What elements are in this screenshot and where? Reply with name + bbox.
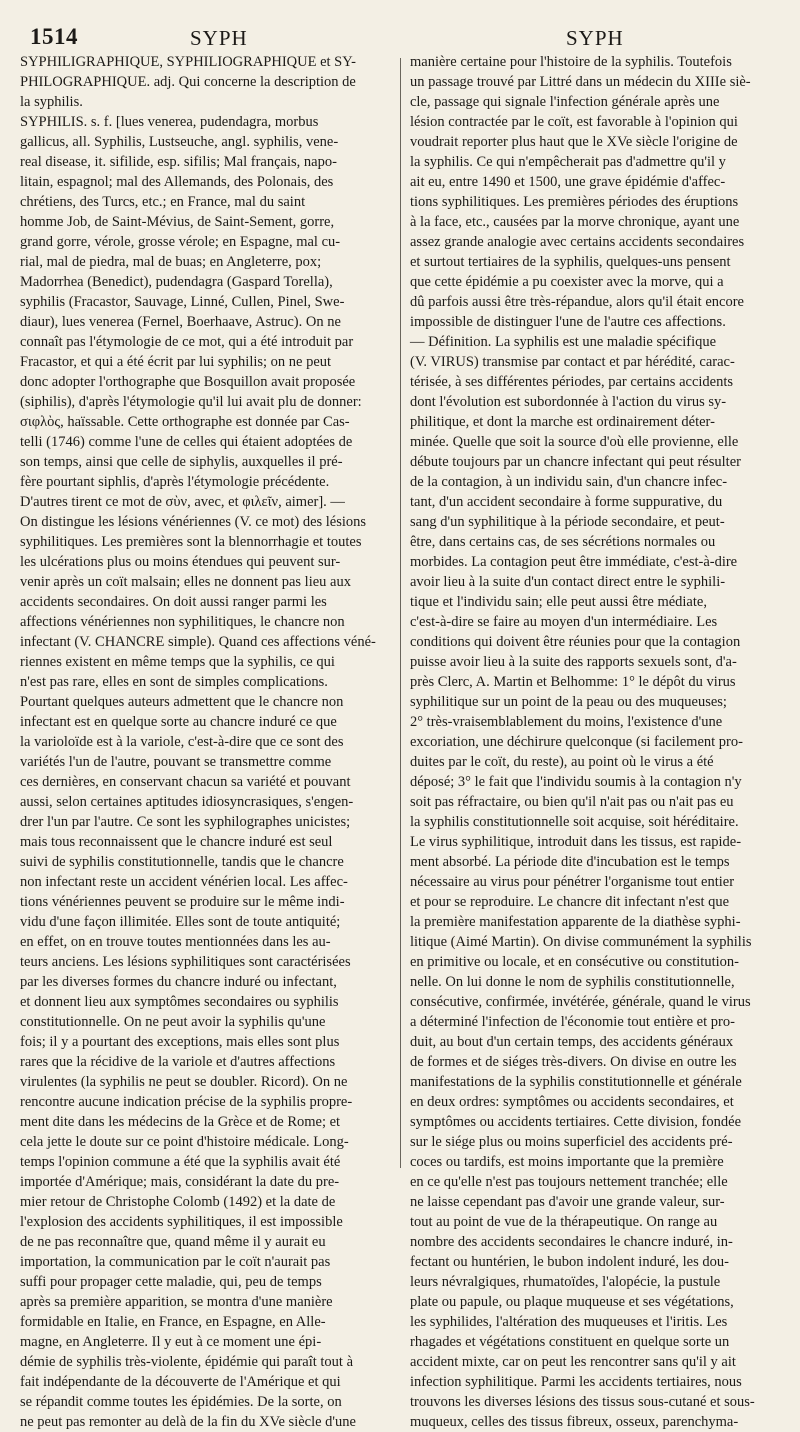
text-line: rares que la récidive de la variole et d'autres affections — [20, 1054, 336, 1070]
text-line: riennes existent en même temps que la syphilis, ce qui — [20, 654, 335, 670]
text-line: symptômes ou accidents tertiaires. Cette division, fondée — [410, 1114, 742, 1130]
running-head-right: SYPH — [566, 26, 624, 50]
text-line: morbides. La contagion peut être immédiate, c'est-à-dire — [410, 554, 738, 570]
text-line: syphilis (Fracastor, Sauvage, Linné, Cullen, Pinel, Swe- — [20, 294, 345, 310]
text-line: affections vénériennes non syphilitiques, le chancre non — [20, 614, 345, 630]
text-line: l'explosion des accidents syphilitiques, il est impossible — [20, 1214, 343, 1230]
text-line: gallicus, all. Syphilis, Lustseuche, angl. syphilis, vene- — [20, 134, 339, 150]
text-line: par les diverses formes du chancre induré ou infectant, — [20, 974, 337, 990]
text-line: syphilitiques. Les premières sont la blennorrhagie et toutes — [20, 534, 362, 550]
text-line: la syphilis. Ce qui n'empêcherait pas d'admettre qu'il y — [410, 154, 726, 170]
text-line: manifestations de la syphilis constitutionnelle et générale — [410, 1074, 742, 1090]
text-line: avoir lieu à la suite d'un contact direct entre le syphili- — [410, 574, 726, 590]
text-line: tions vénériennes peuvent se produire sur le même indi- — [20, 894, 345, 910]
text-line: PHILOGRAPHIQUE. adj. Qui concerne la description de — [20, 74, 356, 90]
text-line: dû parfois aussi être très-répandue, alors qu'il était encore — [410, 294, 744, 310]
text-line: et donnent lieu aux symptômes secondaires ou syphilis — [20, 994, 339, 1010]
text-line: se répandit comme toutes les épidémies. De la sorte, on — [20, 1394, 342, 1410]
text-line: plate ou papule, ou plaque muqueuse et ses végétations, — [410, 1294, 734, 1310]
text-line: variétés l'un de l'autre, pouvant se transmettre comme — [20, 754, 332, 770]
text-line: chrétiens, des Turcs, etc.; en France, mal du saint — [20, 194, 306, 210]
text-line: impossible de distinguer l'une de l'autre ces affections. — [410, 314, 726, 330]
text-line: et surtout tertiaires de la syphilis, quelques-uns pensent — [410, 254, 731, 270]
text-line: infectant (V. CHANCRE simple). Quand ces affections véné- — [20, 634, 376, 650]
text-line: fait indépendante de la découverte de l'Amérique et qui — [20, 1374, 341, 1390]
text-line: nelle. On lui donne le nom de syphilis constitutionnelle, — [410, 974, 735, 990]
text-line: tique et l'individu sain; elle peut aussi être médiate, — [410, 594, 707, 610]
text-line: manière certaine pour l'histoire de la syphilis. Toutefois — [410, 54, 732, 70]
text-line: cela jette le doute sur ce point d'histoire médicale. Long- — [20, 1134, 349, 1150]
text-line: de formes et de siéges très-divers. On divise en outre les — [410, 1054, 737, 1070]
text-line: son temps, ainsi que celle de siphylis, auxquelles il pré- — [20, 454, 343, 470]
text-line: D'autres tirent ce mot de σὺν, avec, et φιλεῖν, aimer]. — — [20, 494, 345, 510]
text-line: nécessaire au virus pour pénétrer l'organisme tout entier — [410, 874, 735, 890]
text-line: à la face, etc., causées par la morve chronique, ayant une — [410, 214, 740, 230]
text-line: trouvons les diverses lésions des tissus sous-cutané et sous- — [410, 1394, 755, 1410]
text-line: Le virus syphilitique, introduit dans les tissus, est rapide- — [410, 834, 742, 850]
text-line: connaît pas l'étymologie de ce mot, qui a été introduit par — [20, 334, 354, 350]
text-line: fectant ou huntérien, le bubon indolent induré, les dou- — [410, 1254, 729, 1270]
text-line: conditions qui doivent être réunies pour que la contagion — [410, 634, 741, 650]
text-line: rencontre aucune indication précise de la syphilis propre- — [20, 1094, 353, 1110]
text-line: σιφλὸς, haïssable. Cette orthographe est donnée par Cas- — [20, 414, 350, 430]
text-line: importation, la communication par le coït n'aurait pas — [20, 1254, 331, 1270]
text-line: la première manifestation apparente de la diathèse syphi- — [410, 914, 741, 930]
text-line: en primitive ou locale, et en consécutive ou constitution- — [410, 954, 739, 970]
column-divider — [400, 58, 401, 1168]
text-line: a déterminé l'infection de l'économie tout entière et pro- — [410, 1014, 735, 1030]
text-line: mier retour de Christophe Colomb (1492) et la date de — [20, 1194, 336, 1210]
text-line: 2° très-vraisemblablement du moins, l'existence d'une — [410, 714, 723, 730]
text-line: fois; il y a pourtant des exceptions, mais elles sont plus — [20, 1034, 340, 1050]
text-line: les ulcérations plus ou moins étendues qui peuvent sur- — [20, 554, 341, 570]
text-line: homme Job, de Saint-Mévius, de Saint-Sement, gorre, — [20, 214, 335, 230]
text-line: minée. Quelle que soit la source d'où elle provienne, elle — [410, 434, 739, 450]
text-line: consécutive, confirmée, invétérée, générale, quand le virus — [410, 994, 751, 1010]
text-line: lésion contractée par le coït, est favorable à l'opinion qui — [410, 114, 738, 130]
text-line: sang d'un syphilitique à la période secondaire, et peut- — [410, 514, 725, 530]
text-line: sur le siége plus ou moins superficiel des accidents pré- — [410, 1134, 733, 1150]
text-line: assez grande analogie avec certains accidents secondaires — [410, 234, 745, 250]
text-line: constitutionnelle. On ne peut avoir la syphilis qu'une — [20, 1014, 326, 1030]
text-line: de ne pas reconnaître que, quand même il y aurait eu — [20, 1234, 326, 1250]
text-line: Fracastor, et qui a été écrit par lui syphilis; on ne peut — [20, 354, 332, 370]
text-line: formidable en Italie, en France, en Espagne, en Alle- — [20, 1314, 326, 1330]
text-line: que cette épidémie a pu coexister avec la morve, qui a — [410, 274, 724, 290]
text-line: puisse avoir lieu à la suite des rapports sexuels sont, d'a- — [410, 654, 737, 670]
text-line: suivi de syphilis constitutionnelle, tandis que le chancre — [20, 854, 344, 870]
text-line: ait eu, entre 1490 et 1500, une grave épidémie d'affec- — [410, 174, 726, 190]
text-line: n'est pas rare, elles en sont de simples complications. — [20, 674, 328, 690]
text-line: dont l'évolution est subordonnée à l'action du virus sy- — [410, 394, 727, 410]
right-column — [410, 52, 782, 1430]
text-line: la varioloïde est à la variole, c'est-à-dire que ce sont des — [20, 734, 344, 750]
page-number: 1514 — [30, 24, 78, 49]
text-line: non infectant reste un accident vénérien local. Les affec- — [20, 874, 348, 890]
text-line: telli (1746) comme l'une de celles qui étaient adoptées de — [20, 434, 353, 450]
text-line: SYPHILIS. s. f. [lues venerea, pudendagra, morbus — [20, 114, 319, 130]
text-line: fère pourtant siphlis, d'après l'étymologie précédente. — [20, 474, 330, 490]
text-line: tions syphilitiques. Les premières périodes des éruptions — [410, 194, 739, 210]
text-line: excoriation, une déchirure quelconque (si facilement pro- — [410, 734, 743, 750]
text-line: démie de syphilis très-violente, épidémie qui paraît tout à — [20, 1354, 354, 1370]
text-line: voudrait reporter plus haut que le XVe siècle l'origine de — [410, 134, 738, 150]
text-line: cle, passage qui signale l'infection générale après une — [410, 94, 720, 110]
text-line: débute toujours par un chancre infectant qui peut résulter — [410, 454, 741, 470]
text-line: rhagades et végétations constituent en quelque sorte un — [410, 1334, 730, 1350]
text-line: aussi, selon certaines aptitudes idiosyncrasiques, s'engen- — [20, 794, 354, 810]
text-line: la syphilis constitutionnelle soit acquise, soit héréditaire. — [410, 814, 739, 830]
text-line: après sa première apparition, se montra d'une manière — [20, 1294, 333, 1310]
text-line: ment absorbé. La période dite d'incubation est le temps — [410, 854, 730, 870]
text-line: coces ou tardifs, est moins importante que la première — [410, 1154, 724, 1170]
text-line: soit pas réfractaire, ou bien qu'il n'ait pas ou n'ait pas eu — [410, 794, 734, 810]
text-line: tout au point de vue de la thérapeutique. On range au — [410, 1214, 718, 1230]
text-line: Madorrhea (Benedict), pudendagra (Gaspard Torella), — [20, 274, 333, 290]
text-line: suffi pour propager cette maladie, qui, peu de temps — [20, 1274, 322, 1290]
text-line: leurs névralgiques, rhumatoïdes, l'alopécie, la pustule — [410, 1274, 721, 1290]
text-line: On distingue les lésions vénériennes (V. ce mot) des lésions — [20, 514, 367, 530]
text-line: muqueux, celles des tissus fibreux, osseux, parenchyma- — [410, 1414, 739, 1430]
text-line: infection syphilitique. Parmi les accidents tertiaires, nous — [410, 1374, 742, 1390]
text-line: en ce qu'elle n'est pas toujours nettement tranchée; elle — [410, 1174, 728, 1190]
text-line: venir après un coït malsain; elles ne donnent pas lieu aux — [20, 574, 351, 590]
text-line: temps l'opinion commune a été que la syphilis avait été — [20, 1154, 341, 1170]
text-line: mais tous reconnaissent que le chancre induré est seul — [20, 834, 333, 850]
text-line: en deux ordres: symptômes ou accidents secondaires, et — [410, 1094, 734, 1110]
text-line: litain, espagnol; mal des Allemands, des Polonais, des — [20, 174, 334, 190]
text-line: — Définition. La syphilis est une maladie spécifique — [410, 334, 717, 350]
text-line: real disease, it. sifilide, esp. sifilis; Mal français, napo- — [20, 154, 337, 170]
text-line: de la contagion, à un individu sain, d'un chancre infec- — [410, 474, 728, 490]
text-line: les syphilides, l'altération des muqueuses et l'iritis. Les — [410, 1314, 728, 1330]
text-line: ne laisse cependant pas d'avoir une grande valeur, sur- — [410, 1194, 725, 1210]
text-line: en effet, on en trouve toutes mentionnées dans les au- — [20, 934, 331, 950]
text-line: et pour se reproduire. Le chancre dit infectant n'est que — [410, 894, 730, 910]
text-line: accident mixte, car on peut les rencontrer sans qu'il y ait — [410, 1354, 736, 1370]
text-line: magne, en Angleterre. Il y eut à ce moment une épi- — [20, 1334, 322, 1350]
text-line: ces dernières, en conservant chacun sa variété et pouvant — [20, 774, 351, 790]
text-line: vidu d'une façon illimitée. Elles sont de toute antiquité; — [20, 914, 341, 930]
text-line: SYPHILIGRAPHIQUE, SYPHILIOGRAPHIQUE et SY- — [20, 54, 356, 70]
text-line: près Clerc, A. Martin et Belhomme: 1° le dépôt du virus — [410, 674, 736, 690]
text-line: duites par le coït, du reste), au point où le virus a été — [410, 754, 714, 770]
text-line: térisée, à ses différentes périodes, par certains accidents — [410, 374, 734, 390]
text-line: un passage trouvé par Littré dans un médecin du XIIIe siè- — [410, 74, 751, 90]
text-line: (V. VIRUS) transmise par contact et par hérédité, carac- — [410, 354, 735, 370]
text-line: déposé; 3° le fait que l'individu soumis à la contagion n'y — [410, 774, 742, 790]
text-line: c'est-à-dire se faire au moyen d'un intermédiaire. Les — [410, 614, 718, 630]
text-line: Pourtant quelques auteurs admettent que le chancre non — [20, 694, 344, 710]
text-line: importée d'Amérique; mais, considérant la date du pre- — [20, 1174, 340, 1190]
text-line: nombre des accidents secondaires le chancre induré, in- — [410, 1234, 733, 1250]
text-line: la syphilis. — [20, 94, 83, 110]
text-line: ment dite dans les médecins de la Grèce et de Rome; et — [20, 1114, 341, 1130]
page-header — [0, 14, 800, 54]
text-line: syphilitique sur un point de la peau ou des muqueuses; — [410, 694, 727, 710]
text-line: duit, au bout d'un certain temps, des accidents généraux — [410, 1034, 734, 1050]
text-line: grand gorre, vérole, grosse vérole; en Espagne, mal cu- — [20, 234, 341, 250]
text-line: rial, mal de piedra, mal de buas; en Angleterre, pox; — [20, 254, 322, 270]
left-column — [20, 52, 392, 1430]
text-line: philitique, et dont la marche est ordinairement déter- — [410, 414, 715, 430]
running-head-left: SYPH — [190, 26, 248, 50]
text-line: donc adopter l'orthographe que Bosquillon avait proposée — [20, 374, 356, 390]
text-line: virulentes (la syphilis ne peut se doubler. Ricord). On ne — [20, 1074, 348, 1090]
text-line: accidents secondaires. On doit aussi ranger parmi les — [20, 594, 327, 610]
text-line: diaur), lues venerea (Fernel, Boerhaave, Astruc). On ne — [20, 314, 341, 330]
text-line: teurs anciens. Les lésions syphilitiques sont caractérisées — [20, 954, 351, 970]
text-line: drer l'un par l'autre. Ce sont les syphilographes unicistes; — [20, 814, 351, 830]
text-line: ne peut pas remonter au delà de la fin du XVe siècle d'une — [20, 1414, 356, 1430]
text-line: litique (Aimé Martin). On divise communément la syphilis — [410, 934, 752, 950]
text-line: tant, d'un accident secondaire à forme suppurative, du — [410, 494, 723, 510]
text-line: être, dans certains cas, de ses sécrétions normales ou — [410, 534, 716, 550]
text-line: (siphilis), d'après l'étymologie qu'il lui avait plu de donner: — [20, 394, 362, 410]
text-line: infectant est en quelque sorte au chancre induré ce que — [20, 714, 337, 730]
